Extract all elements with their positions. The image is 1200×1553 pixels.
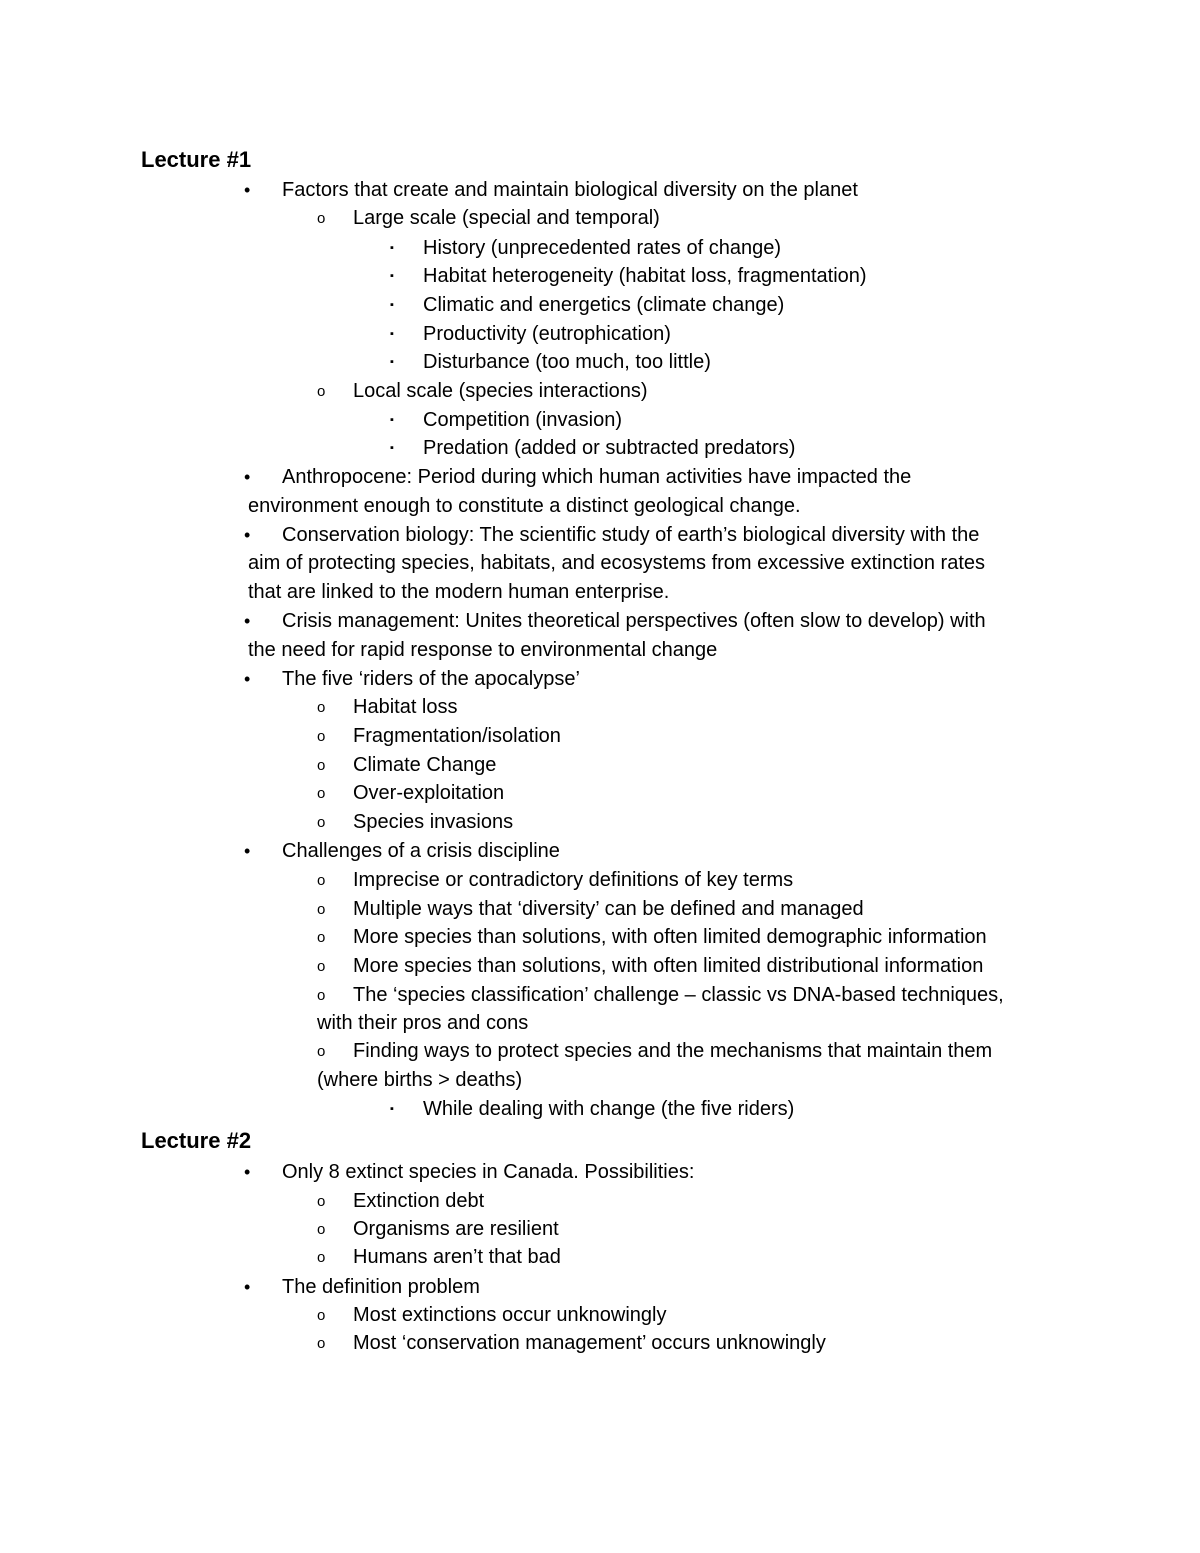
conservation-biology-line: aim of protecting species, habitats, and ecosystems from excessive extinction rates: [248, 552, 986, 574]
challenge-item: Imprecise or contradictory definitions of key terms: [353, 869, 794, 891]
bullet-icon: o: [317, 383, 326, 400]
possibility-item: Humans aren’t that bad: [353, 1246, 561, 1268]
protect-line: Finding ways to protect species and the mechanisms that maintain them: [353, 1040, 993, 1062]
square-bullet-icon: ▪: [390, 414, 394, 426]
anthropocene-line: environment enough to constitute a distinct geological change.: [248, 495, 801, 517]
local-scale-text: Local scale (species interactions): [353, 380, 648, 402]
square-bullet-icon: ▪: [390, 442, 394, 454]
lecture-2-heading: Lecture #2: [141, 1128, 252, 1153]
challenge-item: More species than solutions, with often limited distributional information: [353, 955, 984, 977]
classification-line: The ‘species classification’ challenge – classic vs DNA-based techniques,: [353, 984, 1004, 1006]
bullet-icon: o: [317, 1193, 326, 1210]
bullet-icon: o: [317, 699, 326, 716]
bullet-icon: o: [317, 757, 326, 774]
large-scale-item: History (unprecedented rates of change): [423, 237, 781, 259]
bullet-icon: •: [244, 611, 251, 631]
rider-item: Species invasions: [353, 811, 514, 833]
challenges-text: Challenges of a crisis discipline: [282, 840, 560, 862]
square-bullet-icon: ▪: [390, 270, 394, 282]
possibility-item: Extinction debt: [353, 1190, 485, 1212]
bullet-icon: o: [317, 1249, 326, 1266]
factors-text: Factors that create and maintain biological diversity on the planet: [282, 179, 858, 201]
bullet-icon: o: [317, 987, 326, 1004]
rider-item: Climate Change: [353, 754, 497, 776]
protect-sub-item: While dealing with change (the five riders): [423, 1098, 795, 1120]
bullet-icon: •: [244, 1277, 251, 1297]
bullet-icon: •: [244, 467, 251, 487]
bullet-icon: o: [317, 728, 326, 745]
bullet-icon: o: [317, 929, 326, 946]
square-bullet-icon: ▪: [390, 356, 394, 368]
square-bullet-icon: ▪: [390, 328, 394, 340]
lecture-1-heading: Lecture #1: [141, 147, 252, 172]
local-scale-item: Predation (added or subtracted predators): [423, 437, 796, 459]
conservation-biology-line: Conservation biology: The scientific study of earth’s biological diversity with the: [282, 524, 980, 546]
square-bullet-icon: ▪: [390, 242, 394, 254]
rider-item: Over-exploitation: [353, 782, 505, 804]
challenge-item: Multiple ways that ‘diversity’ can be defined and managed: [353, 898, 864, 920]
bullet-icon: o: [317, 1043, 326, 1060]
crisis-management-line: Crisis management: Unites theoretical perspectives (often slow to develop) with: [282, 610, 986, 632]
large-scale-item: Habitat heterogeneity (habitat loss, fragmentation): [423, 265, 867, 287]
challenge-item: More species than solutions, with often limited demographic information: [353, 926, 987, 948]
bullet-icon: •: [244, 1162, 251, 1182]
anthropocene-line: Anthropocene: Period during which human activities have impacted the: [282, 466, 912, 488]
definition-item: Most extinctions occur unknowingly: [353, 1304, 667, 1326]
classification-line: with their pros and cons: [317, 1012, 529, 1034]
bullet-icon: •: [244, 841, 251, 861]
bullet-icon: o: [317, 872, 326, 889]
bullet-icon: o: [317, 814, 326, 831]
bullet-icon: •: [244, 669, 251, 689]
large-scale-item: Productivity (eutrophication): [423, 323, 671, 345]
definition-text: The definition problem: [282, 1276, 480, 1298]
square-bullet-icon: ▪: [390, 1103, 394, 1115]
crisis-management-line: the need for rapid response to environmental change: [248, 639, 718, 661]
bullet-icon: o: [317, 210, 326, 227]
bullet-icon: o: [317, 901, 326, 918]
bullet-icon: •: [244, 180, 251, 200]
bullet-icon: o: [317, 1307, 326, 1324]
bullet-icon: o: [317, 785, 326, 802]
extinct-text: Only 8 extinct species in Canada. Possibilities:: [282, 1161, 695, 1183]
conservation-biology-line: that are linked to the modern human enterprise.: [248, 581, 670, 603]
five-riders-text: The five ‘riders of the apocalypse’: [282, 668, 580, 690]
protect-line: (where births > deaths): [317, 1069, 523, 1091]
large-scale-item: Climatic and energetics (climate change): [423, 294, 785, 316]
rider-item: Fragmentation/isolation: [353, 725, 561, 747]
local-scale-item: Competition (invasion): [423, 409, 622, 431]
large-scale-text: Large scale (special and temporal): [353, 207, 660, 229]
bullet-icon: o: [317, 958, 326, 975]
bullet-icon: •: [244, 525, 251, 545]
rider-item: Habitat loss: [353, 696, 458, 718]
possibility-item: Organisms are resilient: [353, 1218, 559, 1240]
definition-item: Most ‘conservation management’ occurs unknowingly: [353, 1332, 826, 1354]
large-scale-item: Disturbance (too much, too little): [423, 351, 711, 373]
bullet-icon: o: [317, 1221, 326, 1238]
bullet-icon: o: [317, 1335, 326, 1352]
square-bullet-icon: ▪: [390, 299, 394, 311]
